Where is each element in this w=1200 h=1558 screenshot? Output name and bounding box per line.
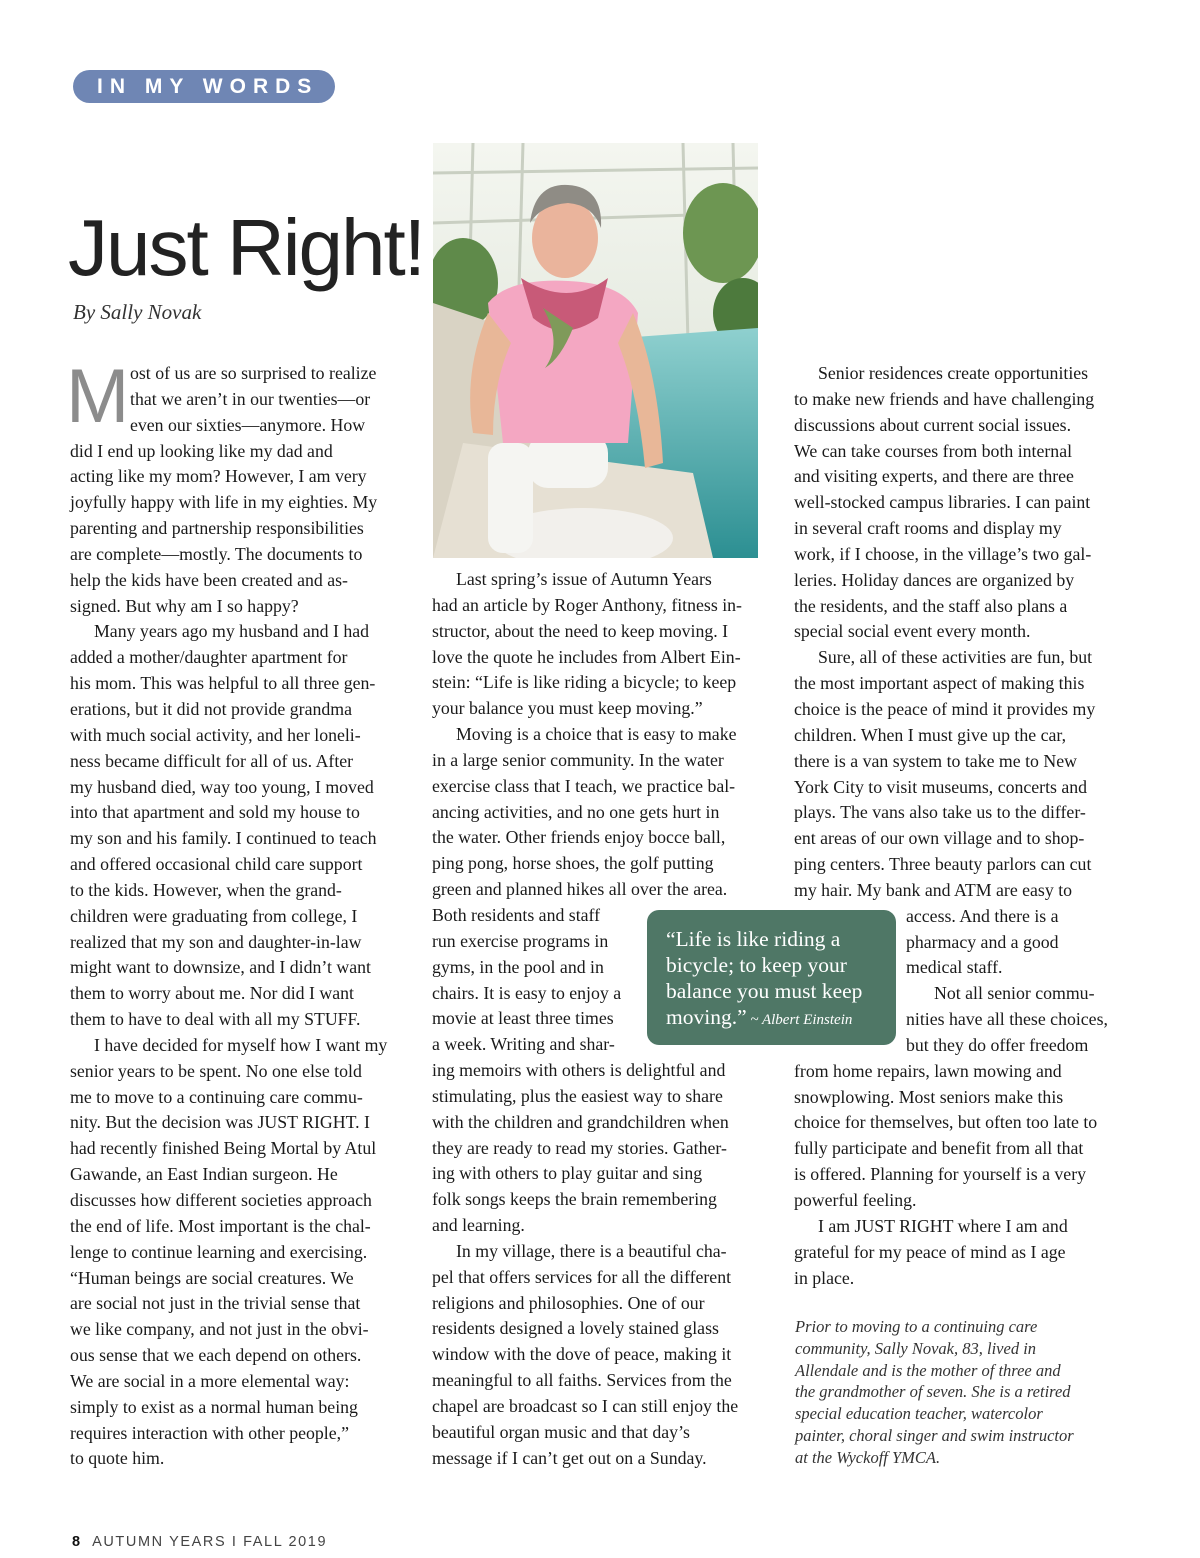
bio-line: Allendale and is the mother of three and bbox=[795, 1360, 1061, 1380]
text-line: to quote him. bbox=[70, 1448, 165, 1469]
text-line: we like company, and not just in the obvi- bbox=[70, 1319, 369, 1340]
article-column-3 bbox=[794, 361, 1108, 1291]
text-line: signed. But why am I so happy? bbox=[70, 595, 299, 616]
byline: By Sally Novak bbox=[73, 300, 202, 324]
text-line: children were graduating from college, I bbox=[70, 905, 358, 926]
text-line: discusses how different societies approach bbox=[70, 1190, 372, 1210]
publication-info: AUTUMN YEARS I FALL 2019 bbox=[92, 1534, 328, 1550]
text-line: movie at least three times bbox=[432, 1008, 614, 1029]
text-line: children. When I must give up the car, bbox=[794, 724, 1067, 745]
text-line: and visiting experts, and there are three bbox=[794, 466, 1074, 487]
text-line: had an article by Roger Anthony, fitness in- bbox=[432, 594, 742, 615]
text-line: parenting and partnership responsibilities bbox=[70, 518, 364, 539]
text-line: chapel are broadcast so I can still enjoy the bbox=[432, 1396, 739, 1416]
text-line: nity. But the decision was JUST RIGHT. I bbox=[70, 1112, 370, 1133]
text-line: Last spring’s issue of Autumn Years bbox=[456, 569, 712, 589]
text-line: green and planned hikes all over the area. bbox=[432, 879, 728, 900]
page-number: 8 bbox=[72, 1534, 81, 1550]
pull-quote-line: bicycle; to keep your bbox=[666, 953, 847, 977]
text-line: Senior residences create opportunities bbox=[818, 363, 1089, 383]
text-line: discussions about current social issues. bbox=[794, 414, 1072, 435]
text-line: residents designed a lovely stained glass bbox=[432, 1318, 719, 1339]
text-line: special social event every month. bbox=[794, 621, 1031, 642]
text-line: and learning. bbox=[432, 1215, 525, 1236]
text-line: in several craft rooms and display my bbox=[794, 518, 1062, 539]
text-line: “Human beings are social creatures. We bbox=[70, 1267, 354, 1288]
text-line: senior years to be spent. No one else told bbox=[70, 1060, 362, 1081]
text-line: is offered. Planning for yourself is a very bbox=[794, 1164, 1087, 1185]
text-line: religions and philosophies. One of our bbox=[432, 1292, 705, 1313]
section-tag: IN MY WORDS bbox=[73, 70, 335, 103]
text-line: gyms, in the pool and in bbox=[432, 956, 604, 977]
drop-cap: M bbox=[66, 354, 130, 439]
text-line: to the kids. However, when the grand- bbox=[70, 879, 342, 900]
text-line: fully participate and benefit from all that bbox=[794, 1138, 1084, 1159]
text-line: Gawande, an East Indian surgeon. He bbox=[70, 1164, 338, 1185]
pull-quote-line: balance you must keep bbox=[666, 979, 863, 1003]
text-line: joyfully happy with life in my eighties. My bbox=[70, 492, 378, 513]
text-line: erations, but it did not provide grandma bbox=[70, 698, 352, 719]
text-line: powerful feeling. bbox=[794, 1190, 917, 1210]
bio-line: Prior to moving to a continuing care bbox=[795, 1317, 1038, 1336]
text-line: to make new friends and have challenging bbox=[794, 388, 1095, 409]
text-line: leries. Holiday dances are organized by bbox=[794, 569, 1075, 590]
text-line: snowplowing. Most seniors make this bbox=[794, 1086, 1064, 1107]
text-line: ancing activities, and no one gets hurt in bbox=[432, 801, 720, 822]
text-line: them to have to deal with all my STUFF. bbox=[70, 1009, 361, 1030]
text-line: but they do offer freedom bbox=[906, 1034, 1089, 1055]
text-line: work, if I choose, in the village’s two gal- bbox=[794, 543, 1092, 564]
text-line: the water. Other friends enjoy bocce ball, bbox=[432, 827, 726, 848]
text-line: had recently finished Being Mortal by Atul bbox=[70, 1138, 377, 1159]
text-line: the end of life. Most important is the chal- bbox=[70, 1215, 371, 1236]
text-line: with much social activity, and her loneli- bbox=[70, 724, 361, 745]
text-line: simply to exist as a normal human being bbox=[70, 1396, 358, 1417]
text-line: plays. The vans also take us to the differ- bbox=[794, 802, 1086, 823]
text-line: my husband died, way too young, I moved bbox=[70, 776, 374, 797]
text-line: realized that my son and daughter-in-law bbox=[70, 931, 362, 952]
text-line: Many years ago my husband and I had bbox=[94, 621, 370, 642]
text-line: stimulating, plus the easiest way to share bbox=[432, 1085, 723, 1106]
text-line: they are ready to read my stories. Gather- bbox=[432, 1137, 727, 1158]
text-line: are social not just in the trivial sense that bbox=[70, 1293, 361, 1314]
text-line: added a mother/daughter apartment for bbox=[70, 647, 348, 668]
text-line: my son and his family. I continued to teach bbox=[70, 828, 377, 849]
text-line: ous sense that we each depend on others. bbox=[70, 1345, 362, 1366]
text-line: ping centers. Three beauty parlors can cut bbox=[794, 854, 1092, 875]
text-line: lenge to continue learning and exercising. bbox=[70, 1241, 368, 1262]
text-line: the most important aspect of making this bbox=[794, 673, 1085, 694]
text-line: ping pong, horse shoes, the golf putting bbox=[432, 853, 714, 874]
text-line: We can take courses from both internal bbox=[794, 440, 1073, 461]
text-line: Moving is a choice that is easy to make bbox=[456, 724, 737, 745]
text-line: meaningful to all faiths. Services from the bbox=[432, 1370, 732, 1391]
text-line: the residents, and the staff also plans a bbox=[794, 595, 1068, 616]
pull-quote-line: “Life is like riding a bbox=[666, 927, 841, 951]
text-line: them to worry about me. Nor did I want bbox=[70, 983, 354, 1004]
pull-quote-attribution: ~ Albert Einstein bbox=[746, 1012, 853, 1028]
text-line: from home repairs, lawn mowing and bbox=[794, 1060, 1062, 1081]
text-line: window with the dove of peace, making it bbox=[432, 1344, 732, 1365]
text-line: folk songs keeps the brain remembering bbox=[432, 1189, 717, 1210]
text-line: choice for themselves, but often too late to bbox=[794, 1112, 1098, 1133]
text-line: Both residents and staff bbox=[432, 904, 601, 925]
text-line: his mom. This was helpful to all three gen- bbox=[70, 673, 376, 694]
text-line: Not all senior commu- bbox=[934, 983, 1095, 1004]
text-line: pel that offers services for all the different bbox=[432, 1266, 732, 1287]
article-column-1 bbox=[66, 354, 388, 1472]
text-line: well-stocked campus libraries. I can paint bbox=[794, 492, 1091, 513]
text-line: nities have all these choices, bbox=[906, 1009, 1108, 1030]
text-line: structor, about the need to keep moving. I bbox=[432, 620, 729, 641]
text-line: run exercise programs in bbox=[432, 930, 609, 951]
text-line: there is a van system to take me to New bbox=[794, 750, 1077, 771]
text-line: even our sixties—anymore. How bbox=[130, 414, 366, 435]
author-photo bbox=[433, 143, 758, 558]
bio-line: the grandmother of seven. She is a retired bbox=[795, 1382, 1071, 1402]
text-line: did I end up looking like my dad and bbox=[70, 440, 333, 461]
opening-paragraph bbox=[66, 354, 387, 439]
author-bio bbox=[795, 1316, 1074, 1469]
text-line: might want to downsize, and I didn’t want bbox=[70, 957, 371, 978]
text-line: access. And there is a bbox=[906, 905, 1059, 926]
text-line: with the children and grandchildren when bbox=[432, 1111, 729, 1132]
pull-quote-line bbox=[666, 1004, 882, 1033]
text-line: exercise class that I teach, we practice bal- bbox=[432, 775, 736, 796]
text-line: in a large senior community. In the water bbox=[432, 749, 724, 770]
text-line: choice is the peace of mind it provides my bbox=[794, 698, 1096, 719]
text-line: stein: “Life is like riding a bicycle; to keep bbox=[432, 672, 737, 693]
text-line: message if I can’t get out on a Sunday. bbox=[432, 1447, 707, 1468]
text-line: are complete—mostly. The documents to bbox=[70, 543, 363, 564]
text-line: Sure, all of these activities are fun, but bbox=[818, 647, 1093, 668]
text-line: me to move to a continuing care commu- bbox=[70, 1086, 363, 1107]
text-line: I am JUST RIGHT where I am and bbox=[818, 1215, 1068, 1236]
text-line: pharmacy and a good bbox=[906, 931, 1059, 952]
text-line: I have decided for myself how I want my bbox=[94, 1034, 388, 1055]
bio-line: special education teacher, watercolor bbox=[795, 1404, 1043, 1424]
text-line: a week. Writing and shar- bbox=[432, 1034, 615, 1055]
pull-quote-text: moving.” bbox=[666, 1005, 747, 1029]
text-line: acting like my mom? However, I am very bbox=[70, 466, 367, 487]
text-line: ing with others to play guitar and sing bbox=[432, 1163, 703, 1184]
article-title: Just Right! bbox=[68, 203, 424, 292]
page-footer bbox=[72, 1534, 327, 1550]
bio-line: at the Wyckoff YMCA. bbox=[795, 1447, 941, 1467]
text-line: ing memoirs with others is delightful and bbox=[432, 1060, 726, 1081]
text-line: your balance you must keep moving.” bbox=[432, 698, 703, 719]
text-line: my hair. My bank and ATM are easy to bbox=[794, 879, 1073, 900]
text-line: In my village, there is a beautiful cha- bbox=[456, 1240, 727, 1261]
text-line: We are social in a more elemental way: bbox=[70, 1370, 350, 1391]
text-line: ness became difficult for all of us. After bbox=[70, 750, 354, 771]
text-line: medical staff. bbox=[906, 957, 1003, 978]
text-line: that we aren’t in our twenties—or bbox=[130, 388, 371, 409]
bio-line: community, Sally Novak, 83, lived in bbox=[795, 1338, 1037, 1358]
text-line: ost of us are so surprised to realize bbox=[130, 363, 377, 383]
text-line: in place. bbox=[794, 1267, 855, 1288]
text-line: York City to visit museums, concerts and bbox=[794, 776, 1088, 797]
text-line: grateful for my peace of mind as I age bbox=[794, 1241, 1066, 1262]
text-line: chairs. It is easy to enjoy a bbox=[432, 982, 622, 1003]
text-line: love the quote he includes from Albert Ein- bbox=[432, 646, 741, 667]
bio-line: painter, choral singer and swim instructor bbox=[795, 1425, 1074, 1445]
pull-quote bbox=[647, 910, 896, 1045]
text-line: requires interaction with other people,” bbox=[70, 1422, 349, 1443]
text-line: and offered occasional child care support bbox=[70, 854, 363, 875]
text-line: into that apartment and sold my house to bbox=[70, 802, 360, 823]
text-line: help the kids have been created and as- bbox=[70, 569, 348, 590]
text-line: ent areas of our own village and to shop- bbox=[794, 828, 1085, 849]
text-line: beautiful organ music and that day’s bbox=[432, 1421, 690, 1442]
